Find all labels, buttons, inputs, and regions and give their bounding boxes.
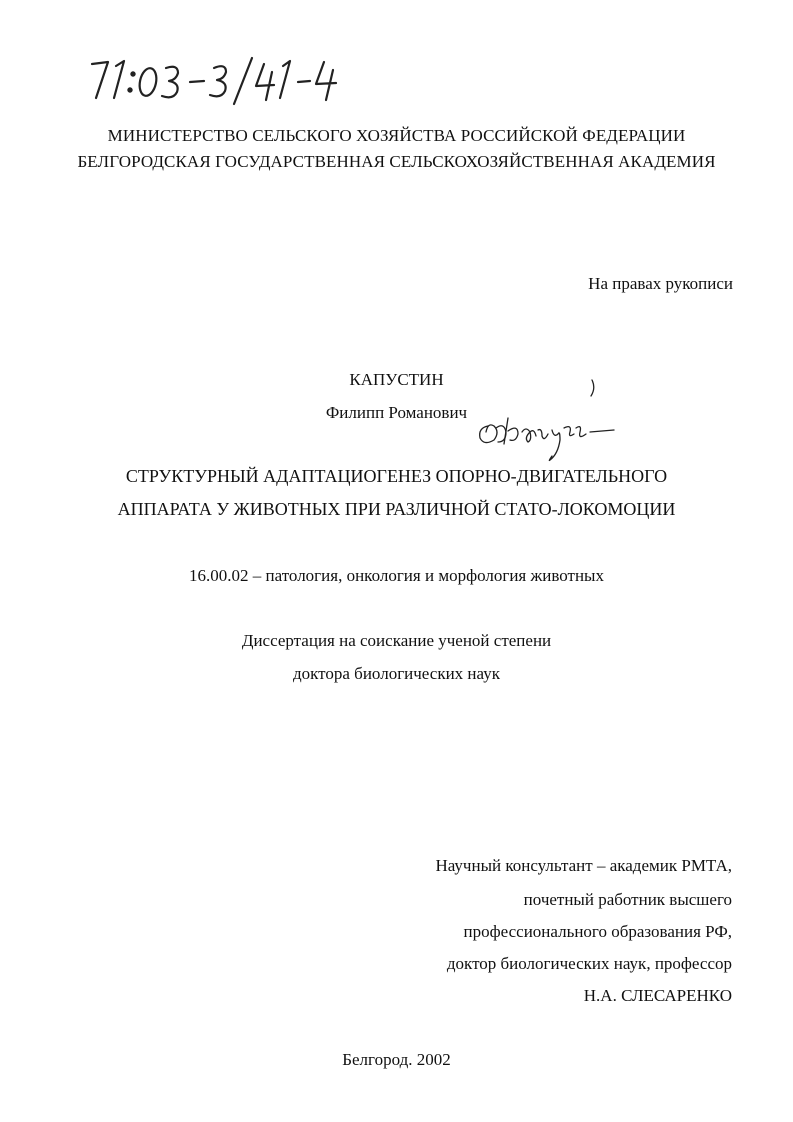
- author-given-names: Филипп Романович: [325, 403, 468, 422]
- consultant-line-1: Научный консультант – академик РМТА,: [435, 856, 732, 875]
- manuscript-note: На правах рукописи: [588, 274, 733, 293]
- place-year: Белгород. 2002: [342, 1050, 451, 1069]
- consultant-line-2: почетный работник высшего: [523, 890, 732, 909]
- degree-line-2: доктора биологических наук: [293, 664, 500, 683]
- consultant-line-4: доктор биологических наук, профессор: [446, 954, 732, 973]
- title-line-1: СТРУКТУРНЫЙ АДАПТАЦИОГЕНЕЗ ОПОРНО-ДВИГАТЕЛЬНОГО: [125, 466, 668, 486]
- consultant-line-3: профессионального образования РФ,: [463, 922, 732, 941]
- specialty-code: 16.00.02 – патология, онкология и морфология животных: [189, 566, 604, 585]
- handwritten-catalog-number: [86, 50, 346, 110]
- degree-line-1: Диссертация на соискание ученой степени: [241, 631, 552, 650]
- title-line-2: АППАРАТА У ЖИВОТНЫХ ПРИ РАЗЛИЧНОЙ СТАТО-ЛОКОМОЦИИ: [117, 499, 676, 519]
- ministry-line: МИНИСТЕРСТВО СЕЛЬСКОГО ХОЗЯЙСТВА РОССИЙСКОЙ ФЕДЕРАЦИИ: [107, 126, 686, 145]
- consultant-name: Н.А. СЛЕСАРЕНКО: [583, 986, 732, 1005]
- academy-line: БЕЛГОРОДСКАЯ ГОСУДАРСТВЕННАЯ СЕЛЬСКОХОЗЯЙСТВЕННАЯ АКАДЕМИЯ: [77, 152, 716, 171]
- author-signature: [472, 376, 622, 466]
- author-surname: КАПУСТИН: [349, 370, 444, 389]
